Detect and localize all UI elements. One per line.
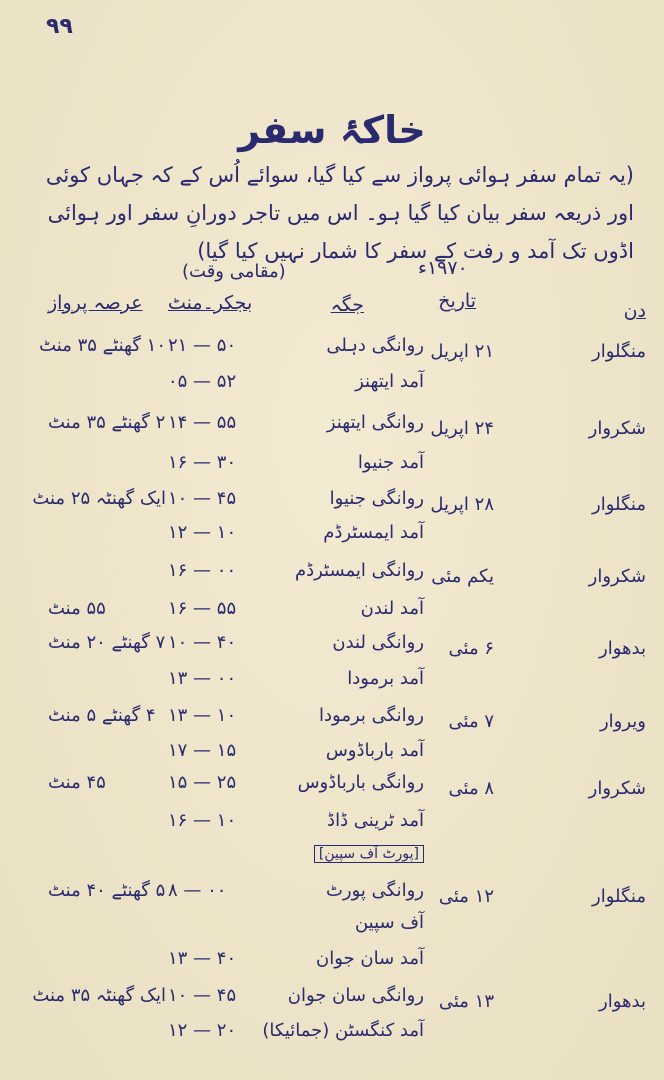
row-time: ۱۶ — ۵۵: [168, 598, 237, 619]
row-time: ۱۴ — ۵۵: [168, 412, 237, 433]
page-number: ۹۹: [46, 14, 73, 39]
row-place: روانگی دہلی: [326, 335, 424, 356]
row-date: ۷ مئی: [448, 711, 494, 732]
header-day: دن: [623, 300, 646, 322]
row-time: ۱۰ — ۴۵: [168, 985, 237, 1006]
row-place: [پورٹ آف سپین]: [314, 845, 424, 863]
row-date: ۸ مئی: [448, 778, 494, 799]
row-place: روانگی پورٹ: [325, 880, 424, 901]
row-date: ۲۱ اپریل: [430, 341, 494, 362]
row-duration: ۵ گھنٹے ۴۰ منٹ: [48, 880, 166, 901]
row-place: آمد ایتھنز: [355, 371, 424, 392]
row-date: ۶ مئی: [448, 638, 494, 659]
row-place: روانگی لندن: [332, 632, 424, 653]
row-time: ۱۶ — ۰۰: [168, 560, 237, 581]
row-date: ۲۴ اپریل: [430, 418, 494, 439]
intro-paragraph: (یہ تمام سفر ہوائی پرواز سے کیا گیا، سوائے اُس کے کہ جہاں کوئی اور ذریعہ سفر بیان کیا گیا ہو۔ اس میں تاجر دورانِ سفر اور ہوائی اڈوں تک آمد و رفت کے سفر کا شمار نہیں کیا گیا): [45, 163, 634, 263]
header-duration: عرصہ پرواز: [48, 292, 143, 314]
local-time-note: (مقامی وقت): [182, 261, 286, 282]
row-day: بدھوار: [599, 991, 646, 1012]
row-date: ۱۲ مئی: [438, 886, 494, 907]
row-time: ۱۲ — ۲۰: [168, 1020, 237, 1041]
row-time: ۱۰ — ۴۰: [168, 632, 237, 653]
row-time: ۱۶ — ۱۰: [168, 810, 237, 831]
row-date: ۲۸ اپریل: [430, 494, 494, 515]
row-time: ۱۳ — ۰۰: [168, 668, 237, 689]
row-day: شکروار: [588, 778, 646, 799]
row-place: آمد ٹرینی ڈاڈ: [327, 810, 424, 831]
row-duration: ۷ گھنٹے ۲۰ منٹ: [48, 632, 166, 653]
row-place: آمد بارباڈوس: [325, 740, 424, 761]
row-day: منگلوار: [592, 341, 646, 362]
row-place: آمد برمودا: [347, 668, 424, 689]
row-time: ۱۰ — ۴۵: [168, 488, 237, 509]
row-time: ۸ — ۰۰: [168, 880, 227, 901]
row-place: آمد لندن: [360, 598, 424, 619]
header-date: تاریخ: [438, 290, 476, 312]
row-day: شکروار: [588, 418, 646, 439]
row-duration: ۴۵ منٹ: [48, 772, 106, 793]
row-place: روانگی ایتھنز: [326, 412, 424, 433]
row-time: ۱۳ — ۱۰: [168, 705, 237, 726]
row-duration: ایک گھنٹہ ۳۵ منٹ: [32, 985, 166, 1006]
row-place: روانگی سان جوان: [287, 985, 424, 1006]
row-place: روانگی برمودا: [319, 705, 424, 726]
row-time: ۱۲ — ۱۰: [168, 522, 237, 543]
row-day: منگلوار: [592, 886, 646, 907]
row-duration: ۴ گھنٹے ۵ منٹ: [48, 705, 156, 726]
header-place: جگہ: [330, 294, 364, 316]
row-time: ۱۶ — ۳۰: [168, 452, 237, 473]
row-place: روانگی بارباڈوس: [297, 772, 424, 793]
row-time: ۲۱ — ۵۰: [168, 335, 237, 356]
row-day: ویروار: [599, 711, 646, 732]
row-day: منگلوار: [592, 494, 646, 515]
page-title: خاکۂ سفر: [238, 108, 426, 152]
row-day: بدھوار: [599, 638, 646, 659]
row-duration: ۵۵ منٹ: [48, 598, 106, 619]
row-duration: ۱۰ گھنٹے ۳۵ منٹ: [39, 335, 166, 356]
row-date: یکم مئی: [431, 566, 494, 587]
year-label: ۱۹۷۰ء: [418, 257, 468, 279]
header-time: بجکر۔منٹ: [168, 292, 253, 314]
row-day: شکروار: [588, 566, 646, 587]
row-place: روانگی ایمسٹرڈم: [294, 560, 424, 581]
row-place: آف سپین: [354, 912, 424, 933]
row-place: آمد سان جوان: [316, 948, 424, 969]
row-duration: ۲ گھنٹے ۳۵ منٹ: [48, 412, 166, 433]
row-time: ۱۵ — ۲۵: [168, 772, 237, 793]
row-time: ۱۷ — ۱۵: [168, 740, 237, 761]
row-date: ۱۳ مئی: [438, 991, 494, 1012]
row-place: آمد جنیوا: [357, 452, 424, 473]
row-time: ۱۳ — ۴۰: [168, 948, 237, 969]
row-time: ۰۵ — ۵۲: [168, 371, 237, 392]
row-place: روانگی جنیوا: [329, 488, 424, 509]
row-duration: ایک گھنٹہ ۲۵ منٹ: [32, 488, 166, 509]
row-place: آمد کنگسٹن (جمائیکا): [262, 1020, 424, 1041]
row-place: آمد ایمسٹرڈم: [323, 522, 424, 543]
